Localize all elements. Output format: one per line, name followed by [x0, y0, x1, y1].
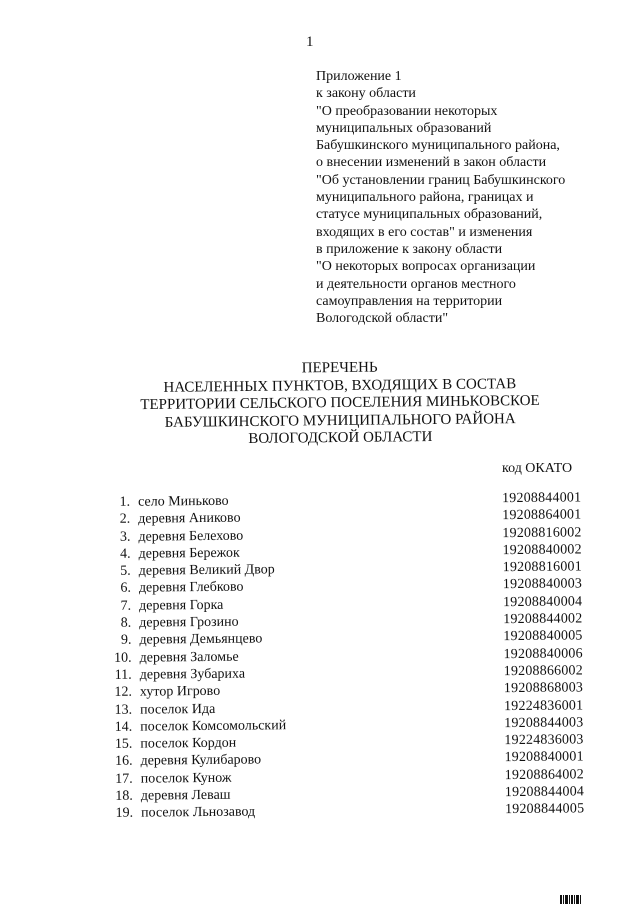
settlement-name: деревня Зубариха — [139, 666, 246, 683]
settlement-name: деревня Аниково — [138, 510, 241, 527]
settlement-number: 4. — [120, 546, 131, 562]
settlement-name: деревня Бережок — [138, 545, 240, 562]
settlement-number: 8. — [120, 615, 132, 631]
okato-code: 19208840001 — [504, 749, 584, 766]
okato-code: 19208864002 — [504, 767, 584, 783]
appendix-line: Вологодской области" — [316, 311, 449, 327]
settlement-number: 15. — [114, 736, 133, 753]
okato-code: 19208844001 — [501, 490, 582, 507]
title-line: БАБУШКИНСКОГО МУНИЦИПАЛЬНОГО РАЙОНА — [164, 410, 516, 431]
settlement-name: деревня Белехово — [138, 528, 244, 545]
settlement-number: 2. — [119, 512, 131, 528]
okato-code: 19208840003 — [502, 576, 583, 593]
settlement-number: 12. — [114, 684, 132, 701]
appendix-line: муниципального района, границах и — [316, 190, 534, 206]
okato-code: 19208844005 — [504, 801, 585, 818]
settlement-name: деревня Глебково — [138, 580, 244, 597]
appendix-line: "О преобразовании некоторых — [316, 103, 498, 119]
title-line: ПЕРЕЧЕНЬ — [301, 359, 378, 377]
title-line: ВОЛОГОДСКОЙ ОБЛАСТИ — [248, 429, 433, 447]
settlement-number: 1. — [119, 494, 131, 510]
settlement-number: 13. — [114, 702, 133, 718]
settlement-name: деревня Кулибарово — [140, 752, 262, 770]
okato-code: 19208844004 — [504, 784, 585, 801]
appendix-line: "Об установлении границ Бабушкинского — [316, 172, 566, 188]
okato-code-header: код ОКАТО — [502, 461, 573, 476]
settlement-name: деревня Заломье — [139, 649, 239, 666]
appendix-line: входящих в его состав" и изменения — [316, 224, 533, 240]
okato-code: 19208840002 — [502, 542, 582, 559]
settlement-name: поселок Ида — [140, 701, 216, 718]
appendix-line: Бабушкинского муниципального района, — [316, 138, 560, 154]
settlement-number: 6. — [120, 581, 131, 597]
settlement-number: 9. — [120, 633, 132, 649]
title-line: НАСЕЛЕННЫХ ПУНКТОВ, ВХОДЯЩИХ В СОСТАВ — [163, 375, 517, 396]
okato-code: 19208866002 — [503, 663, 583, 680]
okato-code: 19208816002 — [502, 524, 582, 541]
appendix-line: в приложение к закону области — [316, 241, 503, 257]
okato-code: 19208840004 — [502, 594, 583, 610]
settlement-number: 14. — [114, 719, 133, 735]
okato-code: 19224836001 — [503, 697, 584, 714]
settlement-name: деревня Демьянцево — [139, 631, 263, 649]
okato-code: 19208840005 — [503, 628, 583, 645]
settlement-name: деревня Леваш — [140, 787, 231, 804]
settlement-name: поселок Льнозавод — [140, 804, 256, 821]
settlement-name: деревня Горка — [139, 597, 224, 614]
barcode-mark — [560, 895, 582, 904]
settlement-number: 11. — [114, 667, 132, 683]
okato-code: 19208840006 — [503, 646, 583, 662]
okato-code: 19224836003 — [504, 732, 584, 749]
appendix-line: и деятельности органов местного — [316, 276, 516, 292]
appendix-line: "О некоторых вопросах организации — [316, 259, 536, 275]
settlement-number: 19. — [115, 806, 134, 822]
appendix-line: к закону области — [316, 86, 416, 102]
settlement-number: 5. — [120, 563, 131, 579]
appendix-line: муниципальных образований — [316, 120, 492, 136]
settlement-name: поселок Кунож — [140, 770, 232, 787]
okato-code: 19208868003 — [503, 680, 584, 697]
settlement-row — [103, 801, 603, 823]
settlement-name: хутор Игрово — [139, 684, 221, 700]
appendix-line: о внесении изменений в закон области — [316, 155, 547, 171]
settlement-number: 17. — [115, 771, 133, 787]
okato-code: 19208844002 — [503, 611, 583, 628]
settlement-number: 10. — [114, 650, 132, 666]
okato-code: 19208864001 — [502, 507, 582, 524]
title-line: ТЕРРИТОРИИ СЕЛЬСКОГО ПОСЕЛЕНИЯ МИНЬКОВСКОЕ — [140, 392, 540, 414]
settlement-number: 7. — [120, 598, 132, 614]
okato-code: 19208816001 — [502, 559, 582, 576]
settlement-name: поселок Кордон — [140, 735, 237, 752]
settlement-number: 18. — [115, 788, 133, 804]
settlement-name: деревня Грозино — [139, 614, 239, 631]
appendix-line: Приложение 1 — [316, 69, 402, 84]
appendix-line: самоуправления на территории — [316, 293, 503, 309]
settlement-name: село Миньково — [138, 493, 229, 510]
page-number: 1 — [306, 34, 314, 50]
settlement-number: 16. — [114, 754, 133, 770]
appendix-line: статусе муниципальных образований, — [316, 207, 543, 223]
settlement-name: поселок Комсомольский — [140, 718, 287, 735]
settlement-name: деревня Великий Двор — [138, 562, 275, 579]
appendix-reference — [316, 68, 616, 327]
settlement-number: 3. — [119, 529, 131, 545]
okato-code: 19208844003 — [504, 715, 584, 731]
settlements-list — [100, 489, 603, 822]
list-title — [120, 358, 561, 450]
